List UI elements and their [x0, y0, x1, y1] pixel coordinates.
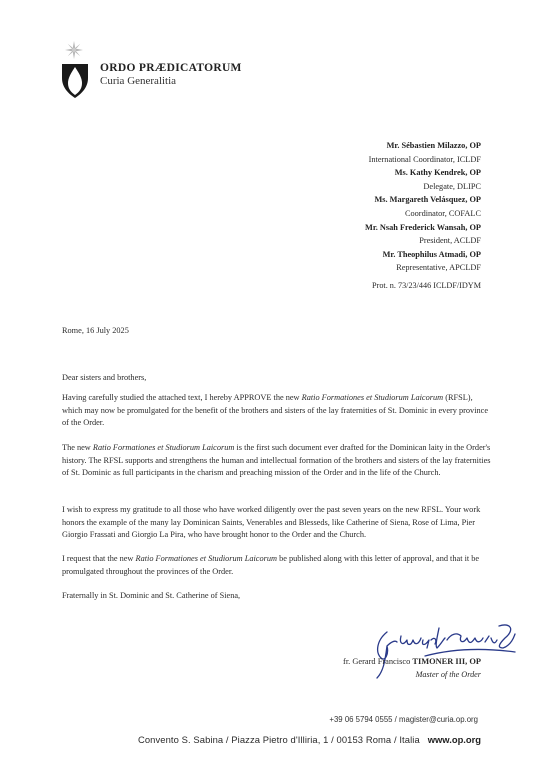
text: The new [62, 443, 93, 452]
recipient-role: Delegate, DLIPC [423, 181, 481, 191]
paragraph-gratitude: I wish to express my gratitude to all those who have worked diligently over the past seven years on the new RFSL. Your work honors the example of the many lay Dominican Saints, Venerables and Blesseds, like Catherine of Siena, Rose of Lima, Pier Giorgio Frassati and Giorgio La Pira, who have brought honor to the Order and the Church. [62, 505, 481, 540]
recipient-name: Mr. Nsah Frederick Wansah, OP [364, 222, 481, 232]
greeting: Dear sisters and brothers, [62, 373, 147, 382]
document-title: Ratio Formationes et Studiorum Laicorum [135, 554, 278, 563]
paragraph-request [62, 553, 494, 578]
signer-prefix: fr. Gerard Francisco [343, 657, 411, 666]
signer-name [343, 657, 481, 666]
recipient-block [181, 139, 481, 275]
org-subtitle: Curia Generalitia [100, 75, 177, 87]
text: be published along with this letter of approval, and that it be promulgated throughout the provinces of the Order. [62, 554, 480, 576]
signer-title: Master of the Order [415, 670, 481, 679]
footer-address: Convento S. Sabina / Piazza Pietro d'Illiria, 1 / 00153 Roma / Italia [138, 734, 420, 745]
document-title: Ratio Formationes et Studiorum Laicorum [301, 393, 444, 402]
protocol-number: Prot. n. 73/23/446 ICLDF/IDYM [372, 281, 481, 290]
closing: Fraternally in St. Dominic and St. Catherine of Siena, [62, 591, 241, 600]
dominican-shield-icon [62, 64, 88, 98]
recipient-role: Coordinator, COFALC [404, 208, 481, 218]
recipient-role: International Coordinator, ICLDF [368, 154, 481, 164]
paragraph-approval [62, 392, 494, 430]
contact-info: +39 06 5794 0555 / magister@curia.op.org [329, 715, 478, 724]
text: Having carefully studied the attached text, I hereby APPROVE the new [62, 393, 302, 402]
recipient-role: President, ACLDF [419, 236, 481, 246]
recipient-role: Representative, APCLDF [396, 263, 481, 273]
document-title: Ratio Formationes et Studiorum Laicorum [92, 443, 235, 452]
website-link[interactable]: www.op.org [427, 734, 481, 745]
recipient-name: Mr. Sébastien Milazzo, OP [386, 141, 481, 150]
text: (RFSL), which may now be promulgated for the benefit of the brothers and sisters of the lay fraternities of St. Dominic in every province of the Order. [62, 393, 489, 428]
signer-surname: TIMONER III, OP [412, 657, 481, 666]
org-name: ORDO PRÆDICATORUM [100, 62, 242, 74]
paragraph-description [62, 442, 494, 480]
star-icon [65, 41, 83, 59]
recipient-name: Mr. Theophilus Atmadi, OP [382, 249, 481, 259]
recipient-name: Ms. Margareth Velásquez, OP [374, 195, 481, 205]
text: I request that the new [62, 554, 136, 563]
text: is the first such document ever drafted for the Dominican laity in the Order's history. The RFSL supports and strengthens the human and intellectual formation of the brothers and sisters of the lay fraternities of St. Dominic as full participants in the charism and preaching mission of the Order and in the life of the Church. [62, 443, 491, 478]
recipient-name: Ms. Kathy Kendrek, OP [394, 168, 481, 178]
letter-date: Rome, 16 July 2025 [62, 326, 129, 335]
